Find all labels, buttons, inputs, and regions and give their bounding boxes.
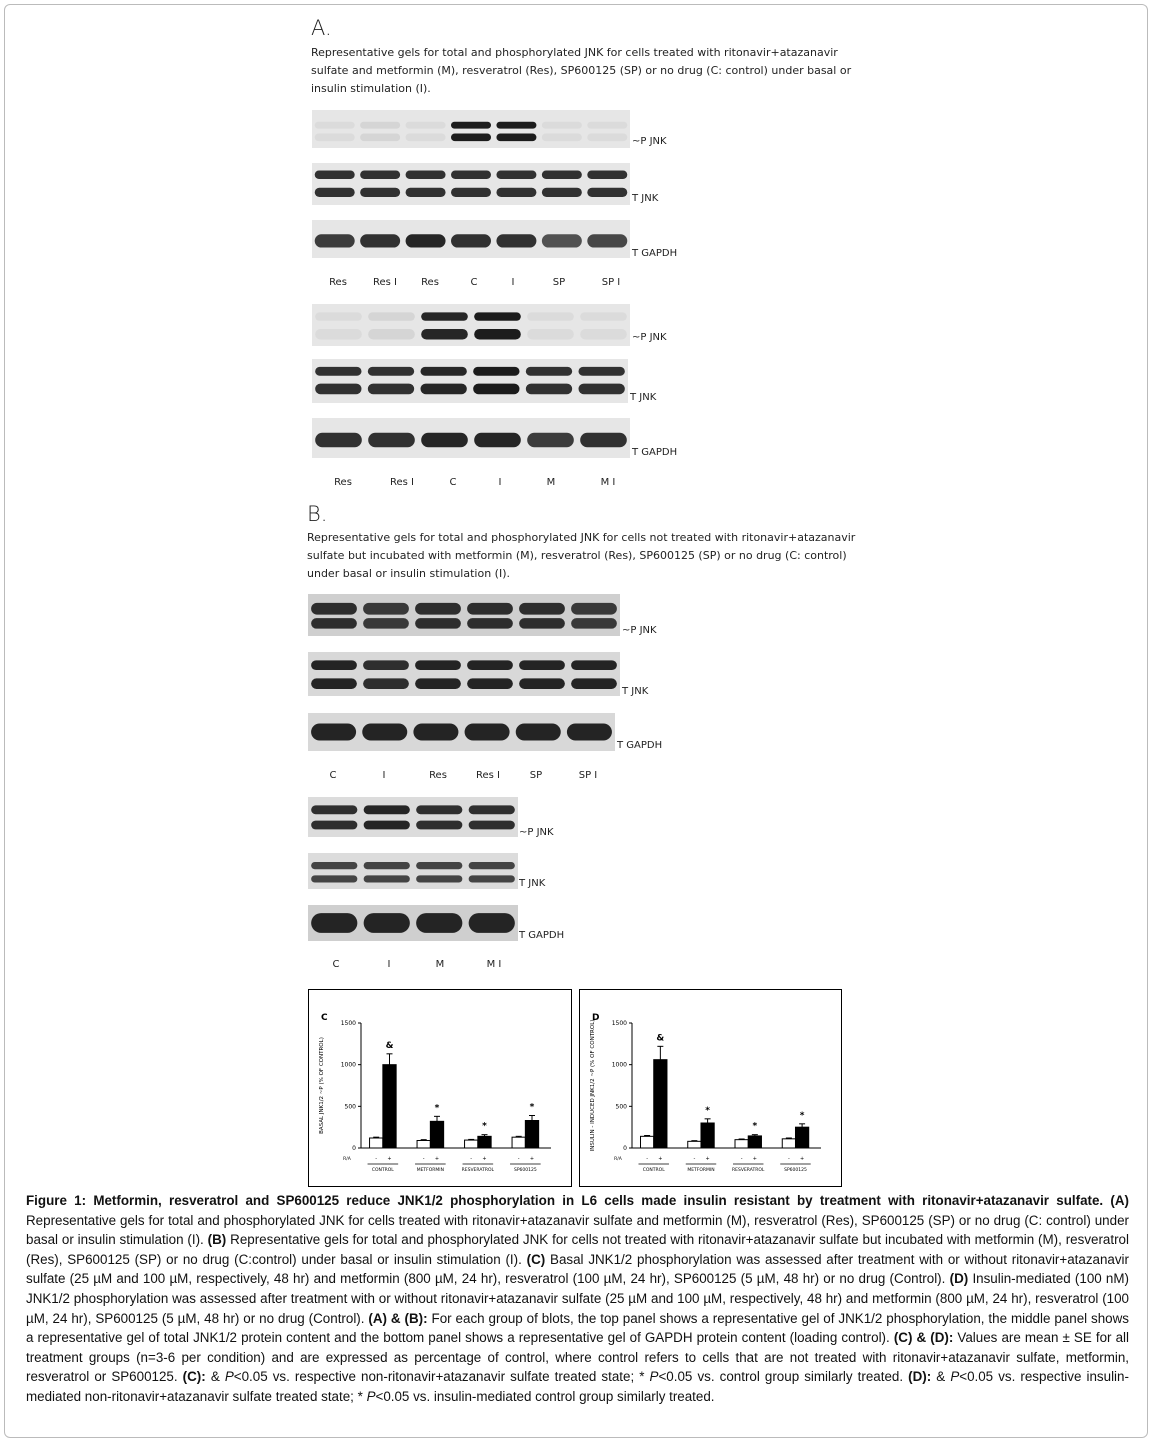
significance-marker: & [385,1040,394,1051]
gel-image [312,359,628,403]
gel-band [527,312,574,320]
chart-bar [641,1136,654,1148]
x-sublabel: - [375,1156,378,1162]
gel-a2-label-pjnk: ~P JNK [632,332,667,343]
lane-label: Res [329,277,347,288]
chart-bar [525,1121,538,1149]
gel-band [580,329,627,340]
gel-band [360,234,400,247]
gel-a1-gapdh [312,220,630,258]
chart-bar [478,1136,491,1148]
gel-band [451,122,491,129]
x-category-label: SP600125 [784,1168,807,1173]
gel-band [587,122,627,129]
gel-band [415,678,461,689]
x-category-label: SP600125 [513,1168,537,1173]
gel-band [311,660,357,670]
x-category-label: METFORMIN [687,1168,715,1173]
gel-band [416,805,462,814]
caption-d-text: Insulin-mediated (100 nM) JNK1/2 phosphorylation was assessed after treatment with or without ritonavir+atazanavir sulfate (25 µM and 100 µM, respectively, 48 hr) and metformin (800 µM, 24 hr), resveratrol (100 µM, 24 hr), SP600125 (5 µM, 48 hr) or no drug (Control). [26,1271,1129,1326]
chart-bar [701,1123,714,1148]
gel-band [519,618,565,629]
figure-caption [26,1191,1129,1407]
x-sublabel: - [470,1156,473,1162]
gel-a2-total-jnk [312,359,628,403]
y-tick-label: 0 [352,1145,356,1152]
gel-band [474,433,521,447]
x-sublabel: + [434,1156,440,1162]
gel-band [496,234,536,247]
lane-label: Res I [390,477,414,488]
lane-label: Res [429,770,447,781]
lane-label: I [498,477,502,488]
lane-label: Res [421,277,439,288]
gel-band [315,171,355,179]
gel-image [312,304,630,346]
x-sublabel: - [422,1156,425,1162]
chart-bar [383,1065,396,1148]
caption-c2-text: <0.05 vs. respective non-ritonavir+atazanavir sulfate treated state; * [233,1369,645,1385]
y-tick-label: 500 [344,1103,356,1111]
caption-c-label: (C) [526,1251,546,1267]
x-sublabel: - [517,1156,520,1162]
gel-band [415,660,461,670]
x-category-label: METFORMIN [416,1168,445,1173]
gel-a2-gapdh [312,418,630,458]
gel-band [406,171,446,179]
y-tick-label: 1000 [340,1061,356,1069]
gel-band [421,329,468,340]
lane-label: SP [552,277,566,288]
chart-bar [370,1138,383,1148]
gel-band [363,603,409,615]
gel-band [362,723,407,740]
gel-b2-label-gapdh: T GAPDH [519,930,565,941]
section-b-letter: B. [307,502,328,526]
gel-band [567,723,612,740]
x-category-label: CONTROL [371,1168,394,1173]
lane-label: M I [600,477,616,488]
gel-band [527,329,574,340]
gel-band [542,122,582,129]
gel-image [308,797,518,837]
y-axis-label: INSULIN - INDUCED JNK1/2 ~P (% OF CONTROL) [590,1019,596,1152]
x-sublabel: + [799,1156,805,1162]
gel-band [542,188,582,197]
gel-band [416,875,462,882]
gel-band [315,384,361,395]
x-axis-label: R/A [343,1157,351,1162]
chart-bar [795,1127,808,1148]
gel-band [465,723,510,740]
gel-image [308,652,620,696]
gel-b2-gapdh [308,905,518,941]
section-a-letter: A. [311,16,332,40]
gel-band [587,188,627,197]
gel-band [315,234,355,247]
x-sublabel: - [740,1156,743,1162]
x-category-label: CONTROL [642,1168,665,1173]
chart-bar [748,1136,761,1148]
significance-marker: * [482,1121,487,1132]
chart-bar [782,1139,795,1148]
gel-image [312,163,630,205]
gel-band [364,821,410,830]
caption-c2-p: P [224,1369,234,1385]
gel-band [420,367,466,376]
gel-band [368,329,415,340]
gel-band [527,433,574,447]
gel-band [311,913,357,933]
gel-band [526,384,572,395]
gel-band [311,821,357,830]
lane-label: I [387,959,391,970]
gel-band [311,723,356,740]
caption-ab-label: (A) & (B): [368,1310,428,1326]
gel-band [469,862,515,869]
gel-band [315,188,355,197]
gel-image [312,220,630,258]
x-sublabel: + [482,1156,487,1162]
gel-band [368,433,415,447]
gel-band [368,312,415,320]
chart-bar [465,1140,478,1148]
lane-label: I [382,770,386,781]
chart-bar [735,1140,748,1148]
x-category-label: RESVERATROL [461,1168,495,1173]
gel-band [415,603,461,615]
gel-band [519,603,565,615]
gel-band [469,805,515,814]
gel-band [421,433,468,447]
gel-band [315,122,355,129]
gel-a1-label-gapdh: T GAPDH [632,248,678,259]
gel-band [496,122,536,129]
gel-band [363,678,409,689]
gel-band [311,805,357,814]
gel-band [519,678,565,689]
gel-band [311,862,357,869]
lane-label: M [435,959,445,970]
gel-band [364,913,410,933]
chart-bar [417,1141,430,1149]
gel-band [315,329,362,340]
y-tick-label: 1500 [340,1020,356,1027]
caption-c2-p2: P [649,1369,659,1385]
gel-band [474,312,521,320]
y-tick-label: 1000 [611,1061,627,1069]
lane-label: C [470,277,478,288]
significance-marker: * [705,1105,710,1116]
gel-band [415,618,461,629]
gel-band [406,122,446,129]
gel-band [368,384,414,395]
caption-b-text: Representative gels for total and phosphorylated JNK for cells not treated with ritonavir+atazanavir sulfate but incubated with metformin (M), resveratrol (Res), SP600125 (SP) or no drug (C:control) under basal or insulin stimulation (I). [26,1232,1129,1267]
gel-band [315,367,361,376]
gel-band [542,134,582,142]
gel-band [571,660,617,670]
caption-d2-text2: <0.05 vs. insulin-mediated control group similarly treated. [375,1388,715,1404]
x-sublabel: + [705,1156,710,1162]
x-sublabel: - [693,1156,696,1162]
gel-band [311,603,357,615]
gel-band [451,234,491,247]
gel-band [467,618,513,629]
gel-b2-total-jnk [308,853,518,889]
gel-band [315,433,362,447]
gel-band [519,660,565,670]
caption-cd-label: (C) & (D): [893,1330,954,1346]
gel-band [587,171,627,179]
significance-marker: * [752,1121,758,1132]
gel-band [542,234,582,247]
gel-band [360,171,400,179]
lane-label: SP [529,770,543,781]
chart-d-svg [580,990,841,1186]
gel-a1-label-pjnk: ~P JNK [632,136,667,147]
caption-cd-text: Values are mean ± SE for all treatment groups (n=3-6 per condition) and are expressed as percentage of control, where control refers to cells that are not treated with ritonavir+atazanavir sulfate, metformin, resveratrol or SP600125. [26,1330,1129,1385]
gel-band [451,171,491,179]
y-axis-label: BASAL JNK1/2 ~P (% OF CONTROL) [319,1037,325,1134]
gel-band [360,188,400,197]
lane-label: I [511,277,515,288]
gel-band [315,134,355,142]
x-category-label: RESVERATROL [732,1168,765,1173]
gel-band [406,234,446,247]
gel-band [406,134,446,142]
caption-ab-text: For each group of blots, the top panel shows a representative gel of JNK1/2 phosphorylation, the middle panel shows a representative gel of total JNK1/2 protein content and the bottom panel shows a representative gel of GAPDH protein content (loading control). [26,1310,1129,1346]
y-tick-label: 0 [623,1145,627,1152]
gel-band [406,188,446,197]
caption-a-label: (A) [1110,1193,1129,1208]
gel-image [308,853,518,889]
x-axis-label: R/A [614,1157,622,1162]
lane-label: Res I [476,770,500,781]
gel-band [364,805,410,814]
caption-d2-p: P [950,1369,960,1385]
gel-band [580,312,627,320]
caption-d2-label: (D): [908,1369,932,1385]
chart-c-basal-jnk [308,989,572,1187]
caption-title: Figure 1: Metformin, resveratrol and SP600125 reduce JNK1/2 phosphorylation in L6 cells made insulin resistant by treatment with ritonavir+atazanavir sulfate. [26,1193,1104,1208]
caption-d2-amp: & [936,1369,946,1385]
lane-label: M [546,477,556,488]
y-tick-label: 500 [615,1103,627,1111]
caption-d-label: (D) [949,1271,969,1287]
lane-label: Res [334,477,352,488]
gel-band [413,723,458,740]
caption-d2-p2: P [366,1388,376,1404]
gel-b1-gapdh [308,713,615,751]
gel-band [526,367,572,376]
gel-band [496,171,536,179]
x-sublabel: - [646,1156,649,1162]
gel-band [474,329,521,340]
gel-band [311,618,357,629]
gel-band [363,618,409,629]
gel-a1-label-tjnk: T JNK [632,193,659,204]
caption-c-text: Basal JNK1/2 phosphorylation was assessed after treatment with or without ritonavir+atazanavir sulfate (25 µM and 100 µM, respectively, 48 hr) and metformin (800 µM, 24 hr), resveratrol (100 µM, 24 hr), SP600125 (5 µM, 48 hr) or no drug (Control). [26,1251,1129,1287]
gel-band [587,134,627,142]
gel-b1-label-gapdh: T GAPDH [617,740,663,751]
x-sublabel: + [658,1156,663,1162]
gel-band [360,122,400,129]
gel-band [542,171,582,179]
gel-image [312,418,630,458]
gel-b1-total-jnk [308,652,620,696]
gel-band [311,875,357,882]
gel-image [312,110,630,148]
gel-band [364,875,410,882]
chart-bar [512,1137,525,1148]
gel-band [469,821,515,830]
gel-band [578,367,624,376]
chart-bar [654,1060,667,1148]
gel-b2-phospho-jnk [308,797,518,837]
gel-band [364,862,410,869]
gel-band [516,723,561,740]
gel-b2-label-tjnk: T JNK [519,878,546,889]
significance-marker: * [799,1110,805,1121]
gel-a1-phospho-jnk [312,110,630,148]
section-b-description: Representative gels for total and phosphorylated JNK for cells not treated with ritonavir+atazanavir sulfate but incubated with metformin (M), resveratrol (Res), SP600125 (SP) or no drug (C: control) under basal or insulin stimulation (I). [307,531,856,580]
gel-band [368,367,414,376]
gel-band [451,134,491,142]
gel-b1-label-pjnk: ~P JNK [622,625,657,636]
gel-a2-label-gapdh: T GAPDH [632,447,678,458]
gel-band [315,312,362,320]
gel-band [416,913,462,933]
lane-label: M I [486,959,502,970]
gel-band [421,312,468,320]
gel-band [469,875,515,882]
caption-c2-amp: & [210,1369,220,1385]
gel-band [416,821,462,830]
gel-band [467,678,513,689]
gel-band [580,433,627,447]
gel-a1-total-jnk [312,163,630,205]
lane-label: C [329,770,337,781]
lane-label: Res I [373,277,397,288]
gel-image [308,713,615,751]
significance-marker: & [656,1033,665,1044]
gel-band [571,603,617,615]
significance-marker: * [434,1103,440,1114]
caption-d2-text: <0.05 vs. respective insulin-mediated non-ritonavir+atazanavir sulfate treated state; * [26,1369,1129,1404]
chart-bar [688,1141,701,1148]
gel-band [467,660,513,670]
chart-panel-letter: D [592,1013,600,1023]
gel-band [473,367,519,376]
gel-band [420,384,466,395]
gel-band [469,913,515,933]
caption-c2-label: (C): [182,1369,206,1385]
gel-band [587,234,627,247]
chart-panel-letter: C [321,1013,328,1023]
chart-d-insulin-jnk [579,989,842,1187]
gel-band [451,188,491,197]
gel-band [496,134,536,142]
gel-band [571,618,617,629]
lane-label: C [332,959,340,970]
lane-label: SP I [578,770,598,781]
gel-b2-label-pjnk: ~P JNK [519,827,554,838]
gel-band [496,188,536,197]
gel-a2-label-tjnk: T JNK [630,392,657,403]
lane-label: C [449,477,457,488]
caption-a-text: Representative gels for total and phosphorylated JNK for cells treated with ritonavir+atazanavir sulfate and metformin (M), resveratrol (Res), SP600125 (SP) or no drug (C: control) under basal or insulin stimulation (I). [26,1212,1129,1248]
gel-band [571,678,617,689]
gel-band [416,862,462,869]
gel-b1-phospho-jnk [308,594,620,636]
chart-bar [430,1121,443,1148]
gel-image [308,905,518,941]
gel-band [363,660,409,670]
x-sublabel: + [529,1156,535,1162]
gel-b1-label-tjnk: T JNK [622,686,649,697]
caption-c2-text2: <0.05 vs. control group similarly treated. [658,1369,904,1385]
significance-marker: * [529,1102,535,1113]
gel-band [311,678,357,689]
gel-band [473,384,519,395]
gel-band [578,384,624,395]
section-a-description: Representative gels for total and phosphorylated JNK for cells treated with ritonavir+atazanavir sulfate and metformin (M), resveratrol (Res), SP600125 (SP) or no drug (C: control) under basal or insulin stimulation (I). [311,46,852,95]
x-sublabel: - [787,1156,790,1162]
chart-c-svg [309,990,571,1186]
x-sublabel: + [752,1156,757,1162]
gel-a2-phospho-jnk [312,304,630,346]
y-tick-label: 1500 [611,1020,627,1027]
gel-band [360,134,400,142]
gel-image [308,594,620,636]
lane-label: SP I [601,277,621,288]
x-sublabel: + [387,1156,392,1162]
gel-band [467,603,513,615]
caption-b-label: (B) [207,1232,227,1248]
